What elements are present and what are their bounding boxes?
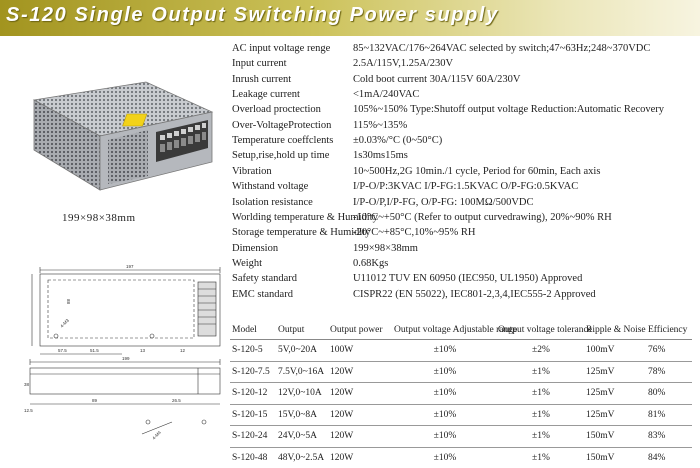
table-cell: 84%: [646, 447, 692, 468]
table-cell: 125mV: [584, 361, 646, 383]
spec-value: I/P-O/P,I/P-FG, O/P-FG: 100MΩ/500VDC: [353, 196, 534, 208]
table-cell: 125mV: [584, 404, 646, 426]
table-header-row: [230, 320, 692, 340]
table-cell: 15V,0~8A: [276, 404, 328, 426]
table-cell: ±1%: [496, 447, 584, 468]
dim-top-width: 197: [126, 264, 134, 269]
spec-label: Isolation resistance: [232, 196, 313, 208]
dim-span-a: 13: [140, 348, 146, 353]
table-row: [230, 361, 692, 383]
table-cell: 125mV: [584, 383, 646, 405]
spec-value: -20°C~+85°C,10%~95% RH: [353, 227, 476, 239]
spec-label: Input current: [232, 58, 287, 70]
spec-label: Leakage current: [232, 89, 300, 101]
col-output-power: Output power: [328, 320, 392, 340]
table-row: [230, 404, 692, 426]
table-cell: 150mV: [584, 447, 646, 468]
table-cell: 5V,0~20A: [278, 345, 318, 356]
spec-value: I/P-O/P:3KVAC I/P-FG:1.5KVAC O/P-FG:0.5KVAC: [353, 181, 579, 193]
spec-value: 105%~150% Type:Shutoff output voltage Reduction:Automatic Recovery: [353, 104, 665, 116]
spec-label: EMC standard: [232, 288, 293, 300]
col-output: Output: [276, 320, 328, 340]
table-cell: 120W: [328, 361, 392, 383]
title-banner: [0, 0, 700, 36]
dim-slot-right: 51.5: [90, 348, 99, 353]
table-cell: 48V,0~2.5A: [276, 447, 328, 468]
product-photo: [30, 78, 215, 196]
spec-label: Setup,rise,hold up time: [232, 150, 330, 162]
spec-value: -10°C~+50°C (Refer to output curvedrawing), 20%~90% RH: [353, 211, 612, 223]
table-cell: 120W: [328, 404, 392, 426]
spec-value: 115%~135%: [353, 119, 408, 131]
dim-side-b: 12.5: [24, 408, 33, 413]
table-cell: ±10%: [433, 345, 457, 356]
table-cell: 81%: [646, 404, 692, 426]
table-cell: ±1%: [496, 404, 584, 426]
dim-inner-height: 88: [66, 298, 71, 304]
table-cell: ±2%: [532, 345, 550, 356]
table-cell: ±10%: [392, 383, 496, 405]
table-cell: ±1%: [496, 361, 584, 383]
col-adjustable-range: Output voltage Adjustable range: [392, 320, 496, 340]
spec-label: Worlding temperature & Humidity: [232, 211, 378, 223]
table-cell: ±10%: [392, 426, 496, 448]
table-cell: 120W: [328, 447, 392, 468]
page-title: S-120 Single Output Switching Power supply: [6, 4, 499, 26]
table-cell: 120W: [328, 383, 392, 405]
table-cell: 83%: [646, 426, 692, 448]
dim-overall-width: 199: [122, 356, 130, 361]
spec-value: 85~132VAC/176~264VAC selected by switch;47~63Hz;248~370VDC: [353, 43, 651, 54]
table-cell: ±10%: [392, 361, 496, 383]
table-cell: 150mV: [584, 426, 646, 448]
table-row: [230, 340, 692, 362]
col-efficiency: Efficiency: [646, 320, 692, 340]
dim-bottom-a: 89: [92, 398, 98, 403]
table-cell: S-120-5: [232, 345, 263, 356]
spec-label: Weight: [232, 257, 263, 269]
table-cell: S-120-48: [230, 447, 276, 468]
table-cell: 24V,0~5A: [276, 426, 328, 448]
spec-label: Safety standard: [232, 273, 298, 285]
table-cell: ±10%: [392, 404, 496, 426]
spec-value: Cold boot current 30A/115V 60A/230V: [353, 73, 521, 85]
dim-hole-label: 4-M3: [59, 317, 70, 329]
table-cell: ±1%: [496, 383, 584, 405]
spec-label: AC input voltage renge: [232, 43, 331, 54]
spec-value: 2.5A/115V,1.25A/230V: [353, 58, 454, 70]
dim-slot-left: 57.5: [58, 348, 67, 353]
spec-label: Withstand voltage: [232, 181, 309, 193]
table-cell: 100mV: [586, 345, 615, 356]
dim-span-b: 12: [180, 348, 186, 353]
table-cell: 78%: [646, 361, 692, 383]
table-cell: S-120-24: [230, 426, 276, 448]
spec-label: Storage temperature & Humidity: [232, 227, 371, 239]
table-row: [230, 447, 692, 468]
table-cell: S-120-15: [230, 404, 276, 426]
table-cell: 80%: [646, 383, 692, 405]
col-voltage-tolerance: Output voltage tolerance: [496, 320, 584, 340]
table-cell: 120W: [328, 426, 392, 448]
spec-value: 0.68Kgs: [353, 257, 389, 269]
spec-value: 10~500Hz,2G 10min./1 cycle, Period for 60min, Each axis: [353, 165, 601, 177]
spec-value: 1s30ms15ms: [353, 150, 408, 162]
table-cell: ±10%: [392, 447, 496, 468]
table-cell: 100W: [330, 345, 354, 356]
spec-value: <1mA/240VAC: [353, 89, 420, 101]
spec-label: Inrush current: [232, 73, 292, 85]
spec-label: Over-VoltageProtection: [232, 119, 332, 131]
table-row: [230, 426, 692, 448]
table-cell: S-120-7.5: [230, 361, 276, 383]
spec-label: Dimension: [232, 242, 279, 254]
spec-label: Temperature coeffclents: [232, 135, 334, 147]
col-ripple-noise: Ripple & Noise: [584, 320, 646, 340]
table-cell: S-120-12: [230, 383, 276, 405]
dim-bottom-b: 26.5: [172, 398, 181, 403]
mechanical-drawing: [22, 262, 227, 452]
spec-label: Overload proctection: [232, 104, 321, 116]
table-cell: ±1%: [496, 426, 584, 448]
model-table: [230, 320, 692, 468]
dim-bottom-hole-label: 4-M4: [151, 429, 162, 441]
dim-side-a: 38: [24, 382, 30, 387]
spec-value: 199×98×38mm: [353, 242, 418, 254]
spec-value: CISPR22 (EN 55022), IEC801-2,3,4,IEC555-2 Approved: [353, 288, 596, 300]
table-cell: 7.5V,0~16A: [276, 361, 328, 383]
table-cell: 12V,0~10A: [276, 383, 328, 405]
spec-value: ±0.03%/°C (0~50°C): [353, 135, 443, 147]
spec-value: U11012 TUV EN 60950 (IEC950, UL1950) Approved: [353, 273, 583, 285]
col-model: Model: [230, 320, 276, 340]
table-cell: 76%: [648, 345, 666, 356]
table-row: [230, 383, 692, 405]
spec-label: Vibration: [232, 165, 272, 177]
dimension-caption: 199×98×38mm: [62, 212, 136, 224]
